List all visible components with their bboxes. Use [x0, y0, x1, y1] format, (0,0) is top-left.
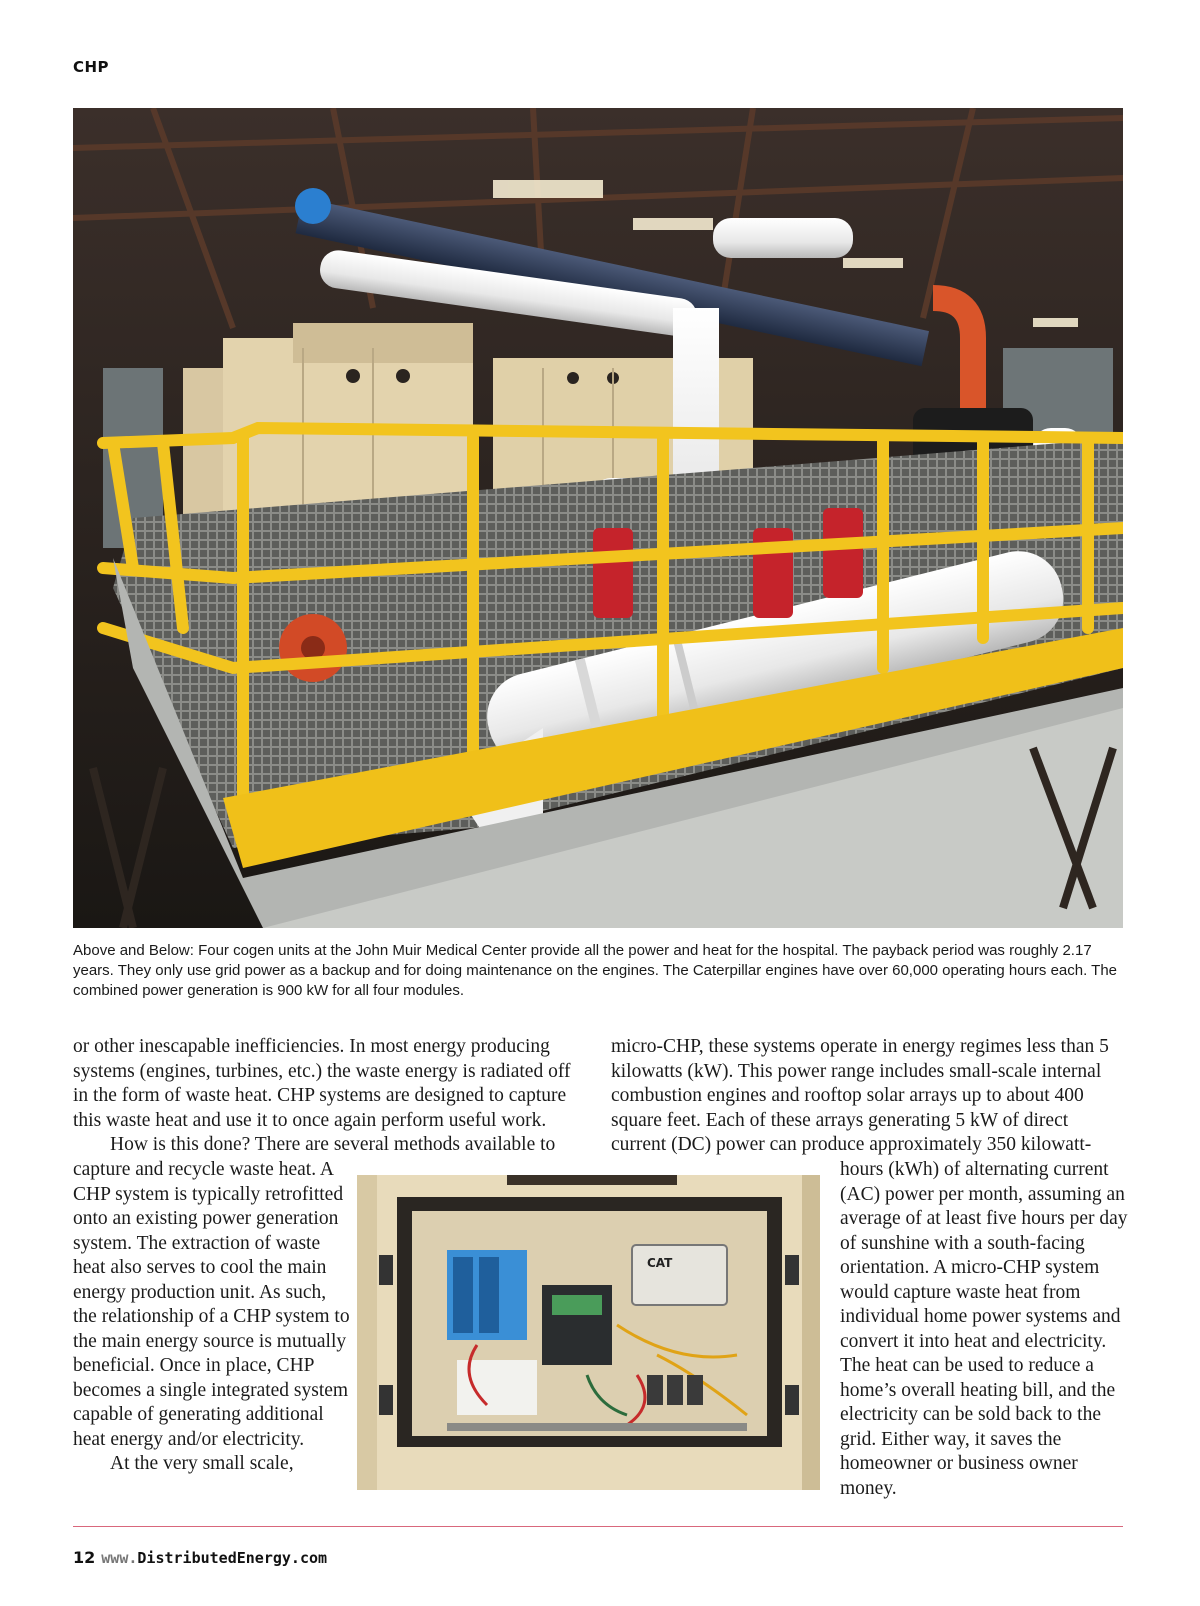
page-number: 12 — [73, 1548, 96, 1567]
page-footer — [73, 1548, 327, 1567]
footer-url-domain: DistributedEnergy.com — [137, 1549, 328, 1567]
left-column-narrow — [73, 1158, 353, 1477]
section-label: CHP — [73, 58, 110, 76]
cat-badge: CAT — [647, 1256, 673, 1270]
left-paragraph-1: or other inescapable inefficiencies. In most energy producing systems (engines, turbines, etc.) the waste energy is radiated off in the form of waste heat. CHP systems are designed to capture this waste heat and use it to once again perform useful work. — [73, 1036, 571, 1131]
left-paragraph-3: At the very small scale, — [110, 1453, 294, 1474]
right-paragraph-wide: micro-CHP, these systems operate in energy regimes less than 5 kilowatts (kW). This power range includes small-scale internal combustion engines and rooftop solar arrays up to about 400 square feet. Each of these arrays generating 5 kW of direct current (DC) power can produce approximately 350 kilowatt- — [611, 1036, 1109, 1155]
right-column-narrow — [840, 1158, 1130, 1501]
right-column-top — [611, 1035, 1123, 1158]
cogen-skid-photo — [73, 108, 1123, 928]
control-panel-photo — [357, 1175, 820, 1490]
left-paragraph-2-start: How is this done? There are several methods available to — [110, 1134, 556, 1155]
left-paragraph-2-cont: capture and recycle waste heat. A CHP system is typically retrofitted onto an existing power generation system. The extraction of waste heat also serves to cool the main energy production unit. As such, the relationship of a CHP system to the main energy source is mutually beneficial. Once in place, CHP becomes a single integrated system capable of generating additional heat energy and/or electricity. — [73, 1159, 350, 1450]
footer-rule — [73, 1526, 1123, 1527]
photo-caption: Above and Below: Four cogen units at the John Muir Medical Center provide all the power and heat for the hospital. The payback period was roughly 2.17 years. They only use grid power as a backup and for doing maintenance on the engines. The Caterpillar engines have over 60,000 operating hours each. The combined power generation is 900 kW for all four modules. — [73, 942, 1118, 999]
left-column-top — [73, 1035, 583, 1158]
footer-url-prefix: www. — [101, 1549, 138, 1567]
right-paragraph-narrow: hours (kWh) of alternating current (AC) power per month, assuming an average of at least five hours per day of sunshine with a south-facing orientation. A micro-CHP system would capture waste heat from individual home power systems and convert it into heat and electricity. The heat can be used to reduce a home’s overall heating bill, and the electricity can be sold back to the grid. Either way, it saves the homeowner or business owner money. — [840, 1159, 1128, 1499]
